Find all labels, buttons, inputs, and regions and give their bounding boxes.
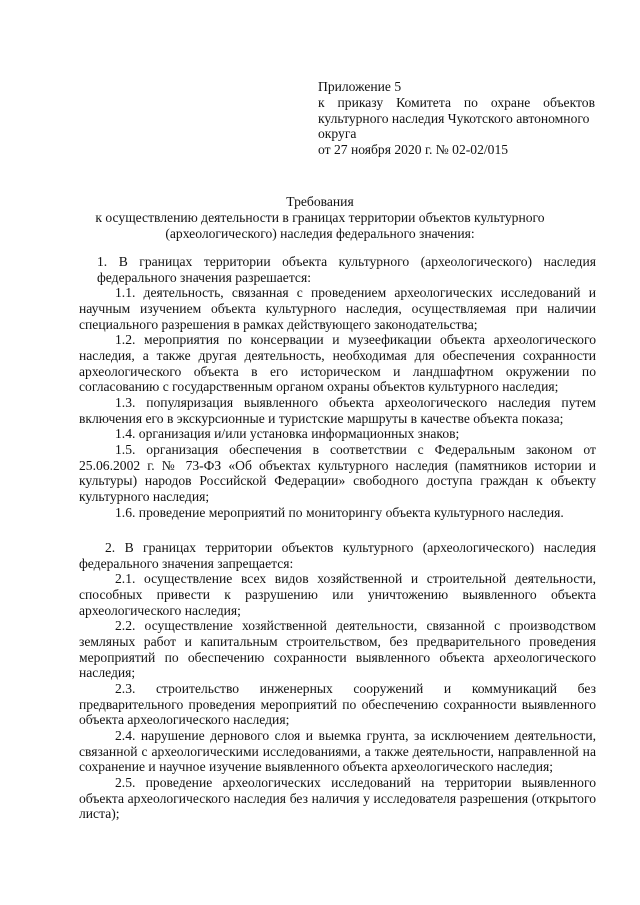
annex-region-line: округа — [318, 126, 357, 142]
list-item: 2.4. нарушение дернового слоя и выемка грунта, за исключением деятельности, связанной с археологическими исследованиями, а также деятельности, направленной на сохранение и научное изучение выявленного объекта археологического наследия; — [79, 728, 596, 775]
document-body — [79, 254, 596, 822]
section-2-heading: 2. В границах территории объектов культурного (археологического) наследия федерального значения запрещается: — [79, 540, 596, 571]
list-item: 1.5. организация обеспечения в соответствии с Федеральным законом от 25.06.2002 г. № 73-ФЗ «Об объектах культурного наследия (памятников истории и культуры) народов Российской Федерации» свободного доступа граждан к объекту культурного наследия; — [79, 441, 596, 504]
list-item: 1.3. популяризация выявленного объекта археологического наследия путем включения его в экскурсионные и туристские маршруты в качестве объекта показа; — [79, 394, 596, 426]
list-item: 2.5. проведение археологических исследований на территории выявленного объекта археологического наследия без наличия у исследователя разрешения (открытого листа); — [79, 775, 596, 822]
list-item: 2.2. осуществление хозяйственной деятельности, связанной с производством земляных работ и капитальным строительством, без предварительного проведения мероприятий по обеспечению сохранности выявленного объекта археологического наследия; — [79, 618, 596, 681]
list-item: 1.4. организация и/или установка информационных знаков; — [115, 426, 460, 442]
list-item: 1.6. проведение мероприятий по мониторингу объекта культурного наследия. — [115, 504, 564, 520]
title-line-3: (археологического) наследия федерального значения: — [165, 225, 475, 241]
annex-number: Приложение 5 — [318, 79, 402, 94]
list-item: 2.1. осуществление всех видов хозяйственной и строительной деятельности, способных привести к разрушению или уничтожению выявленного объекта археологического наследия; — [79, 571, 596, 618]
annex-order-line: к приказу Комитета по охране объектов — [318, 94, 595, 110]
list-item: 1.2. мероприятия по консервации и музеефикации объекта археологического наследия, а также другая деятельность, необходимая для обеспечения сохранности археологического объекта в его историческом и ландшафтном окружении по согласованию с государственным органом охраны объектов культурного наследия; — [79, 332, 596, 395]
document-title — [0, 194, 640, 241]
list-item: 1.1. деятельность, связанная с проведением археологических исследований и научным изучением объекта культурного наследия, осуществляемая при наличии специального разрешения в рамках действующего законодательства; — [79, 285, 596, 332]
annex-date-line: от 27 ноября 2020 г. № 02-02/015 — [318, 142, 509, 158]
annex-header — [318, 79, 595, 158]
section-gap — [79, 520, 596, 540]
list-item: 2.3. строительство инженерных сооружений и коммуникаций без предварительного проведения мероприятий по обеспечению сохранности выявленного объекта археологического наследия; — [79, 681, 596, 728]
title-main: Требования — [286, 194, 354, 209]
section-1-heading: 1. В границах территории объекта культурного (археологического) наследия федерального значения разрешается: — [97, 254, 596, 285]
title-line-2: к осуществлению деятельности в границах территории объектов культурного — [95, 209, 545, 225]
annex-committee-line: культурного наследия Чукотского автономного — [318, 110, 590, 126]
